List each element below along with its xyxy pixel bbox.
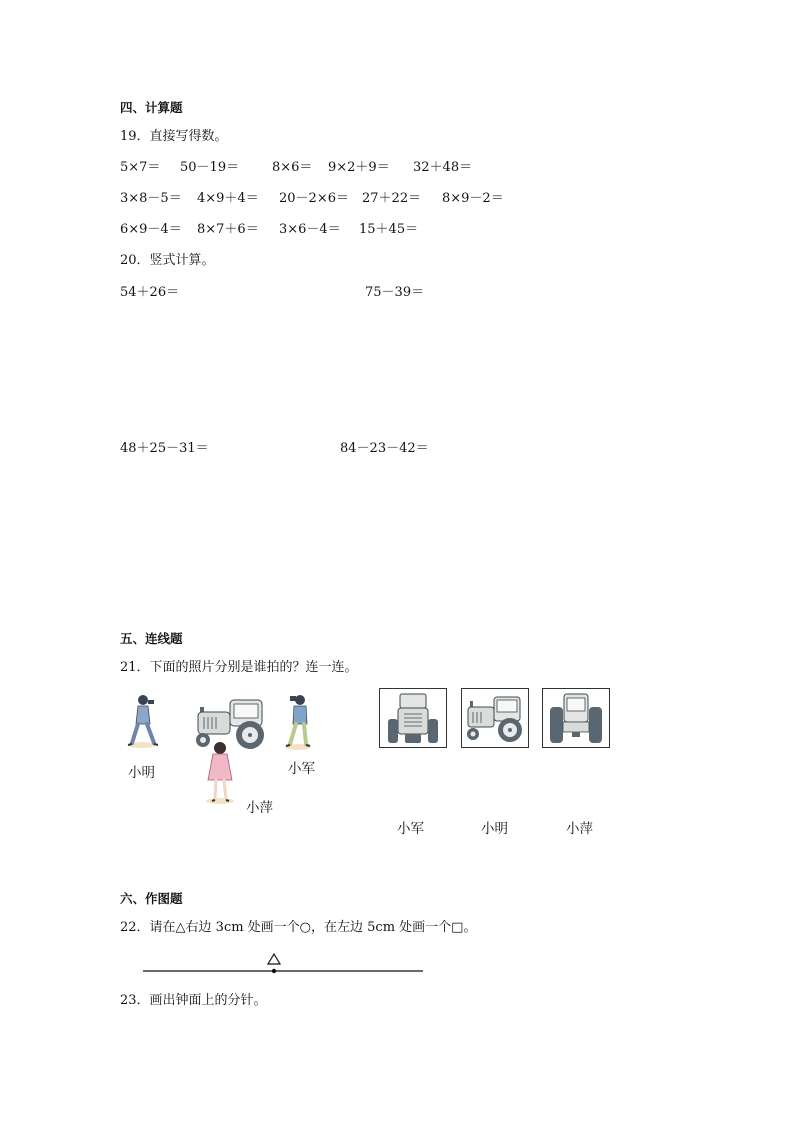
- question-21-prompt: 21．下面的照片分别是谁拍的？连一连。: [120, 660, 358, 675]
- section-title-drawing: 六、作图题: [120, 891, 183, 906]
- expr-19-3: 8×6＝: [272, 160, 313, 175]
- answer-label-3: 小萍: [566, 821, 593, 837]
- vertical-calc-1: 54＋26＝: [120, 285, 180, 300]
- photo-tractor-front[interactable]: [379, 688, 447, 748]
- section-title-matching: 五、连线题: [120, 631, 183, 646]
- xiaoming-figure: [128, 695, 158, 748]
- answer-label-2: 小明: [481, 821, 508, 837]
- triangle-marker: [268, 954, 280, 964]
- question-22-prompt: 22．请在△右边 3cm 处画一个○，在左边 5cm 处画一个□。: [120, 920, 477, 935]
- expr-19-1: 5×7＝: [120, 160, 161, 175]
- answer-label-1: 小军: [397, 821, 424, 837]
- expr-19-8: 20－2×6＝: [279, 191, 349, 206]
- scene-label-xiaoping: 小萍: [246, 800, 273, 816]
- scene-label-xiaojun: 小军: [288, 761, 315, 777]
- question-23-prompt: 23．画出钟面上的分针。: [120, 993, 267, 1008]
- photo-tractor-back[interactable]: [542, 688, 610, 748]
- section-title-calculation: 四、计算题: [120, 100, 183, 115]
- vertical-calc-3: 48＋25－31＝: [120, 441, 209, 456]
- vertical-calc-2: 75－39＝: [365, 285, 425, 300]
- expr-19-12: 8×7＋6＝: [197, 222, 259, 237]
- expr-19-11: 6×9－4＝: [120, 222, 182, 237]
- xiaojun-figure: [285, 695, 311, 750]
- expr-19-9: 27＋22＝: [362, 191, 422, 206]
- scene-label-xiaoming: 小明: [128, 765, 155, 781]
- center-dot: [272, 969, 276, 973]
- drawing-line-area[interactable]: [140, 950, 426, 978]
- tractor-side-scene: [196, 700, 264, 749]
- xiaoping-figure: [206, 742, 234, 804]
- photo-tractor-side[interactable]: [461, 688, 529, 748]
- expr-19-6: 3×8－5＝: [120, 191, 182, 206]
- vertical-calc-4: 84－23－42＝: [340, 441, 429, 456]
- expr-19-10: 8×9－2＝: [442, 191, 504, 206]
- expr-19-5: 32＋48＝: [413, 160, 473, 175]
- question-19-prompt: 19．直接写得数。: [120, 129, 228, 144]
- expr-19-13: 3×6－4＝: [279, 222, 341, 237]
- expr-19-2: 50－19＝: [180, 160, 240, 175]
- question-20-prompt: 20．竖式计算。: [120, 253, 215, 268]
- expr-19-14: 15＋45＝: [359, 222, 419, 237]
- expr-19-4: 9×2＋9＝: [328, 160, 390, 175]
- expr-19-7: 4×9＋4＝: [197, 191, 259, 206]
- photo-scene-illustration: [120, 688, 330, 814]
